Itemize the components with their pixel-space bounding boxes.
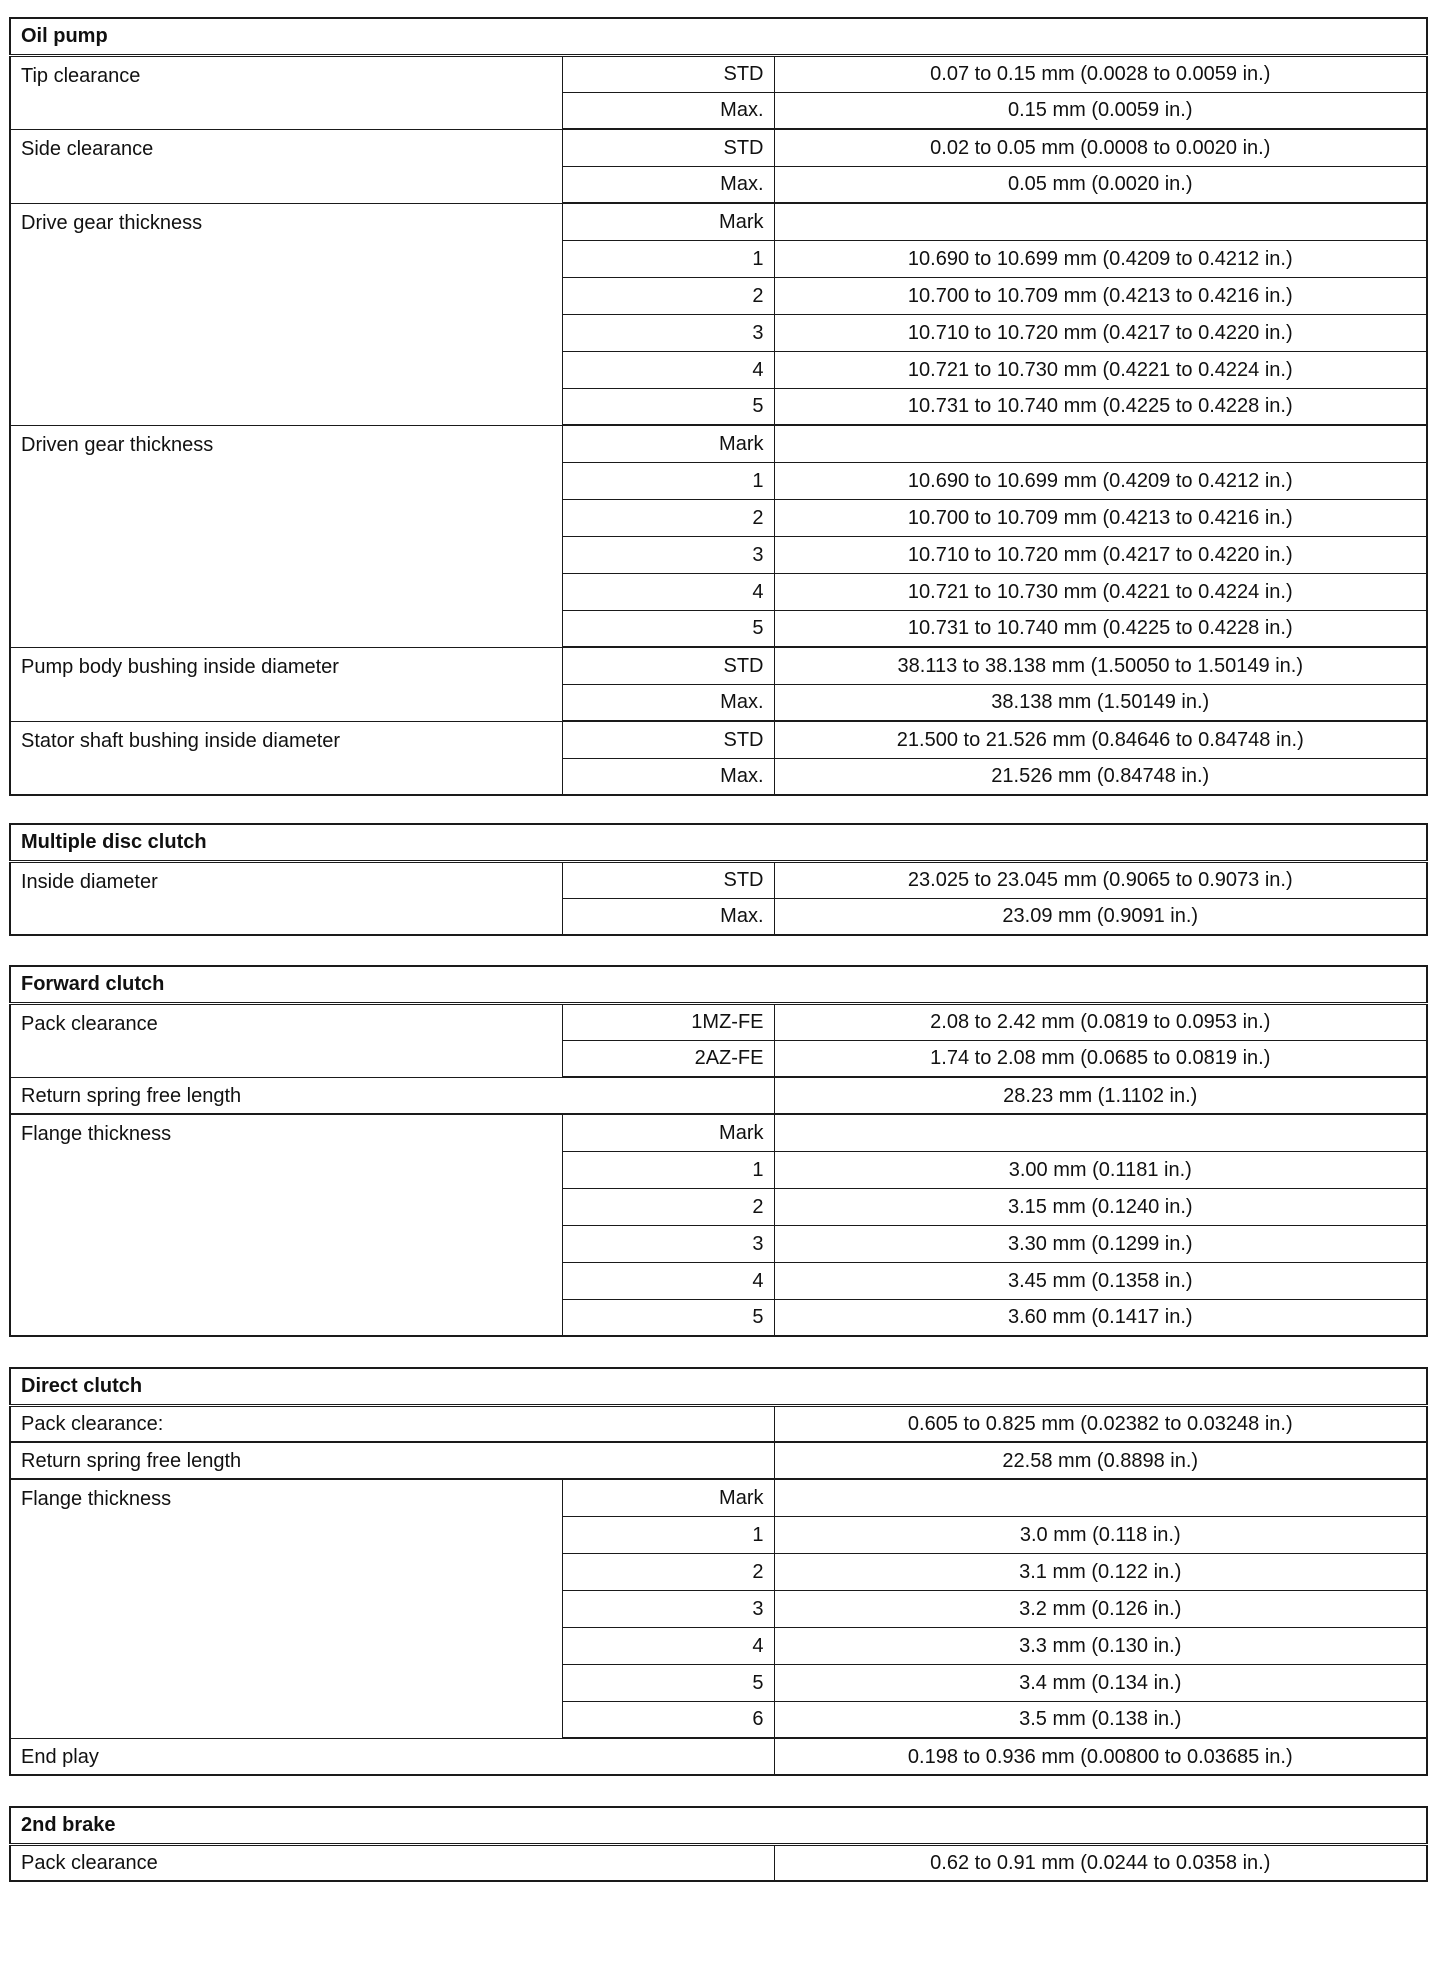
spec-item-label: End play [10, 1738, 774, 1775]
spec-condition: 2 [562, 1553, 774, 1590]
spec-condition: 3 [562, 314, 774, 351]
spec-condition: Max. [562, 92, 774, 129]
spec-value: 3.1 mm (0.122 in.) [774, 1553, 1427, 1590]
spec-value: 10.700 to 10.709 mm (0.4213 to 0.4216 in.) [774, 499, 1427, 536]
spec-table [9, 1367, 1428, 1776]
spec-value: 10.710 to 10.720 mm (0.4217 to 0.4220 in.) [774, 314, 1427, 351]
spec-condition: STD [562, 55, 774, 92]
table-row [10, 1114, 1427, 1151]
table-row [10, 721, 1427, 758]
spec-condition: Mark [562, 203, 774, 240]
spec-item-label: Pack clearance [10, 1003, 562, 1077]
spec-condition: 2 [562, 1188, 774, 1225]
spec-value: 0.62 to 0.91 mm (0.0244 to 0.0358 in.) [774, 1844, 1427, 1881]
spec-item-label: Return spring free length [10, 1077, 774, 1114]
spec-condition: 5 [562, 1664, 774, 1701]
spec-item-label: Side clearance [10, 129, 562, 203]
spec-value [774, 1114, 1427, 1151]
spec-value: 10.731 to 10.740 mm (0.4225 to 0.4228 in.) [774, 610, 1427, 647]
spec-value: 3.4 mm (0.134 in.) [774, 1664, 1427, 1701]
spec-value: 0.07 to 0.15 mm (0.0028 to 0.0059 in.) [774, 55, 1427, 92]
spec-item-label: Flange thickness [10, 1479, 562, 1738]
table-row [10, 1077, 1427, 1114]
spec-value: 23.025 to 23.045 mm (0.9065 to 0.9073 in.) [774, 861, 1427, 898]
section-header-row [10, 1368, 1427, 1405]
table-row [10, 55, 1427, 92]
spec-condition: 1 [562, 240, 774, 277]
spec-condition: 2 [562, 277, 774, 314]
spec-condition: 3 [562, 536, 774, 573]
spec-condition: 1 [562, 462, 774, 499]
spec-value: 3.5 mm (0.138 in.) [774, 1701, 1427, 1738]
spec-value [774, 425, 1427, 462]
spec-condition: 4 [562, 1627, 774, 1664]
table-row [10, 1479, 1427, 1516]
spec-item-label: Driven gear thickness [10, 425, 562, 647]
spec-condition: 4 [562, 1262, 774, 1299]
section-header-row [10, 824, 1427, 861]
spec-condition: 1 [562, 1516, 774, 1553]
spec-value: 21.526 mm (0.84748 in.) [774, 758, 1427, 795]
table-row [10, 1844, 1427, 1881]
section-title: Oil pump [10, 18, 1427, 55]
spec-item-label: Drive gear thickness [10, 203, 562, 425]
spec-value: 3.0 mm (0.118 in.) [774, 1516, 1427, 1553]
spec-value: 10.721 to 10.730 mm (0.4221 to 0.4224 in.) [774, 573, 1427, 610]
spec-condition: STD [562, 129, 774, 166]
spec-value: 0.02 to 0.05 mm (0.0008 to 0.0020 in.) [774, 129, 1427, 166]
spec-table [9, 17, 1428, 796]
table-row [10, 425, 1427, 462]
spec-table [9, 965, 1428, 1337]
spec-value: 10.710 to 10.720 mm (0.4217 to 0.4220 in.) [774, 536, 1427, 573]
spec-value: 0.05 mm (0.0020 in.) [774, 166, 1427, 203]
spec-value: 10.690 to 10.699 mm (0.4209 to 0.4212 in.) [774, 240, 1427, 277]
spec-condition: 5 [562, 610, 774, 647]
spec-sections [9, 17, 1426, 1882]
spec-item-label: Return spring free length [10, 1442, 774, 1479]
spec-item-label: Pump body bushing inside diameter [10, 647, 562, 721]
table-row [10, 1405, 1427, 1442]
spec-value: 3.3 mm (0.130 in.) [774, 1627, 1427, 1664]
section-header-row [10, 1807, 1427, 1844]
section-header-row [10, 966, 1427, 1003]
spec-value: 10.700 to 10.709 mm (0.4213 to 0.4216 in.) [774, 277, 1427, 314]
table-row [10, 1442, 1427, 1479]
spec-condition: 5 [562, 1299, 774, 1336]
spec-condition: 2AZ-FE [562, 1040, 774, 1077]
spec-item-label: Pack clearance [10, 1844, 774, 1881]
spec-item-label: Stator shaft bushing inside diameter [10, 721, 562, 795]
spec-value: 23.09 mm (0.9091 in.) [774, 898, 1427, 935]
spec-value: 22.58 mm (0.8898 in.) [774, 1442, 1427, 1479]
spec-value [774, 203, 1427, 240]
section-title: 2nd brake [10, 1807, 1427, 1844]
spec-item-label: Inside diameter [10, 861, 562, 935]
spec-condition: 4 [562, 573, 774, 610]
spec-value [774, 1479, 1427, 1516]
spec-condition: 1 [562, 1151, 774, 1188]
spec-condition: 2 [562, 499, 774, 536]
spec-value: 3.2 mm (0.126 in.) [774, 1590, 1427, 1627]
spec-item-label: Flange thickness [10, 1114, 562, 1336]
spec-condition: 5 [562, 388, 774, 425]
table-row [10, 203, 1427, 240]
spec-value: 1.74 to 2.08 mm (0.0685 to 0.0819 in.) [774, 1040, 1427, 1077]
section-title: Direct clutch [10, 1368, 1427, 1405]
spec-table [9, 823, 1428, 936]
spec-condition: 3 [562, 1225, 774, 1262]
spec-value: 38.113 to 38.138 mm (1.50050 to 1.50149 in.) [774, 647, 1427, 684]
spec-condition: 4 [562, 351, 774, 388]
section-header-row [10, 18, 1427, 55]
spec-value: 38.138 mm (1.50149 in.) [774, 684, 1427, 721]
table-row [10, 1738, 1427, 1775]
spec-value: 3.15 mm (0.1240 in.) [774, 1188, 1427, 1225]
spec-condition: Max. [562, 898, 774, 935]
spec-value: 10.690 to 10.699 mm (0.4209 to 0.4212 in.) [774, 462, 1427, 499]
spec-condition: STD [562, 647, 774, 684]
spec-value: 3.30 mm (0.1299 in.) [774, 1225, 1427, 1262]
table-row [10, 129, 1427, 166]
spec-value: 21.500 to 21.526 mm (0.84646 to 0.84748 in.) [774, 721, 1427, 758]
table-row [10, 1003, 1427, 1040]
table-row [10, 647, 1427, 684]
spec-value: 10.721 to 10.730 mm (0.4221 to 0.4224 in.) [774, 351, 1427, 388]
spec-condition: Max. [562, 684, 774, 721]
spec-condition: Mark [562, 425, 774, 462]
spec-condition: 3 [562, 1590, 774, 1627]
spec-value: 10.731 to 10.740 mm (0.4225 to 0.4228 in.) [774, 388, 1427, 425]
spec-table [9, 1806, 1428, 1882]
spec-condition: Mark [562, 1114, 774, 1151]
spec-value: 3.45 mm (0.1358 in.) [774, 1262, 1427, 1299]
spec-condition: 6 [562, 1701, 774, 1738]
spec-condition: STD [562, 721, 774, 758]
spec-condition: STD [562, 861, 774, 898]
spec-condition: Mark [562, 1479, 774, 1516]
spec-value: 28.23 mm (1.1102 in.) [774, 1077, 1427, 1114]
spec-value: 3.60 mm (0.1417 in.) [774, 1299, 1427, 1336]
spec-condition: 1MZ-FE [562, 1003, 774, 1040]
spec-item-label: Pack clearance: [10, 1405, 774, 1442]
spec-condition: Max. [562, 758, 774, 795]
spec-value: 0.198 to 0.936 mm (0.00800 to 0.03685 in.) [774, 1738, 1427, 1775]
section-title: Forward clutch [10, 966, 1427, 1003]
spec-item-label: Tip clearance [10, 55, 562, 129]
spec-condition: Max. [562, 166, 774, 203]
spec-value: 3.00 mm (0.1181 in.) [774, 1151, 1427, 1188]
spec-value: 2.08 to 2.42 mm (0.0819 to 0.0953 in.) [774, 1003, 1427, 1040]
section-title: Multiple disc clutch [10, 824, 1427, 861]
table-row [10, 861, 1427, 898]
spec-value: 0.15 mm (0.0059 in.) [774, 92, 1427, 129]
spec-value: 0.605 to 0.825 mm (0.02382 to 0.03248 in.) [774, 1405, 1427, 1442]
